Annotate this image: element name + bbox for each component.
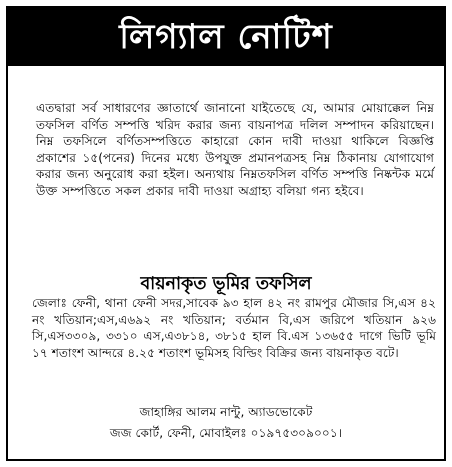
signature-block: [8, 402, 444, 444]
schedule-body: জেলাঃ ফেনী, থানা ফেনী সদর,সাবেক ৯৩ হাল ৪২ নং রামপুর মৌজার সি,এস ৪২ নং খতিয়ান;এস,এ৬৯২ নং খতিয়ান; বর্তমান বি,এস জরিপে খতিয়ান ৯২৬ সি,এস৩৩০৯, ৩৩১০ এস,এ৩৮১৪, ৩৮১৫ হাল বি.এস ১৩৬৫৫ দাগে ভিটি ভূমি ১৭ শতাংশ আন্দরে ৪.২৫ শতাংশ ভূমিসহ বিল্ডিং বিক্রির জন্য বায়নাকৃত বটে।: [32, 296, 436, 360]
legal-notice: [6, 6, 446, 461]
signature-address: জজ কোর্ট, ফেনী, মোবাইলঃ ০১৯৭৫৩০৯০০১।: [109, 426, 343, 440]
signature-name: জাহাঙ্গির আলম নান্টু, অ্যাডভোকেট: [139, 405, 313, 419]
schedule-heading: বায়নাকৃত ভূমির তফসিল: [140, 274, 312, 294]
notice-body: এতদ্বারা সর্ব সাধারণের জ্ঞাতার্থে জানানো যাইতেছে যে, আমার মোয়াক্কেল নিম্ন তফসিল বর্ণিত সম্পত্তি খরিদ করার জন্য বায়নাপত্র দলিল সম্পাদন করিয়াছেন। নিম্ন তফসিলে বর্ণিতসম্পত্তিতে কাহারো কোন দাবী দাওয়া থাকিলে বিজ্ঞপ্তি প্রকাশের ১৫(পনের) দিনের মধ্যে উপযুক্ত প্রমানপত্রসহ নিম্ন ঠিকানায় যোগাযোগ করার জন্য অনুরোধ করা হইল। অন্যথায় নিম্নতফসিল বর্ণিত সম্পত্তি নিষ্কন্টক মর্মে উক্ত সম্পত্তিতে সকল প্রকার দাবী দাওয়া অগ্রাহ্য বলিয়া গন্য হইবে।: [36, 101, 434, 198]
notice-title: লিগ্যাল নোটিশ: [8, 8, 444, 66]
